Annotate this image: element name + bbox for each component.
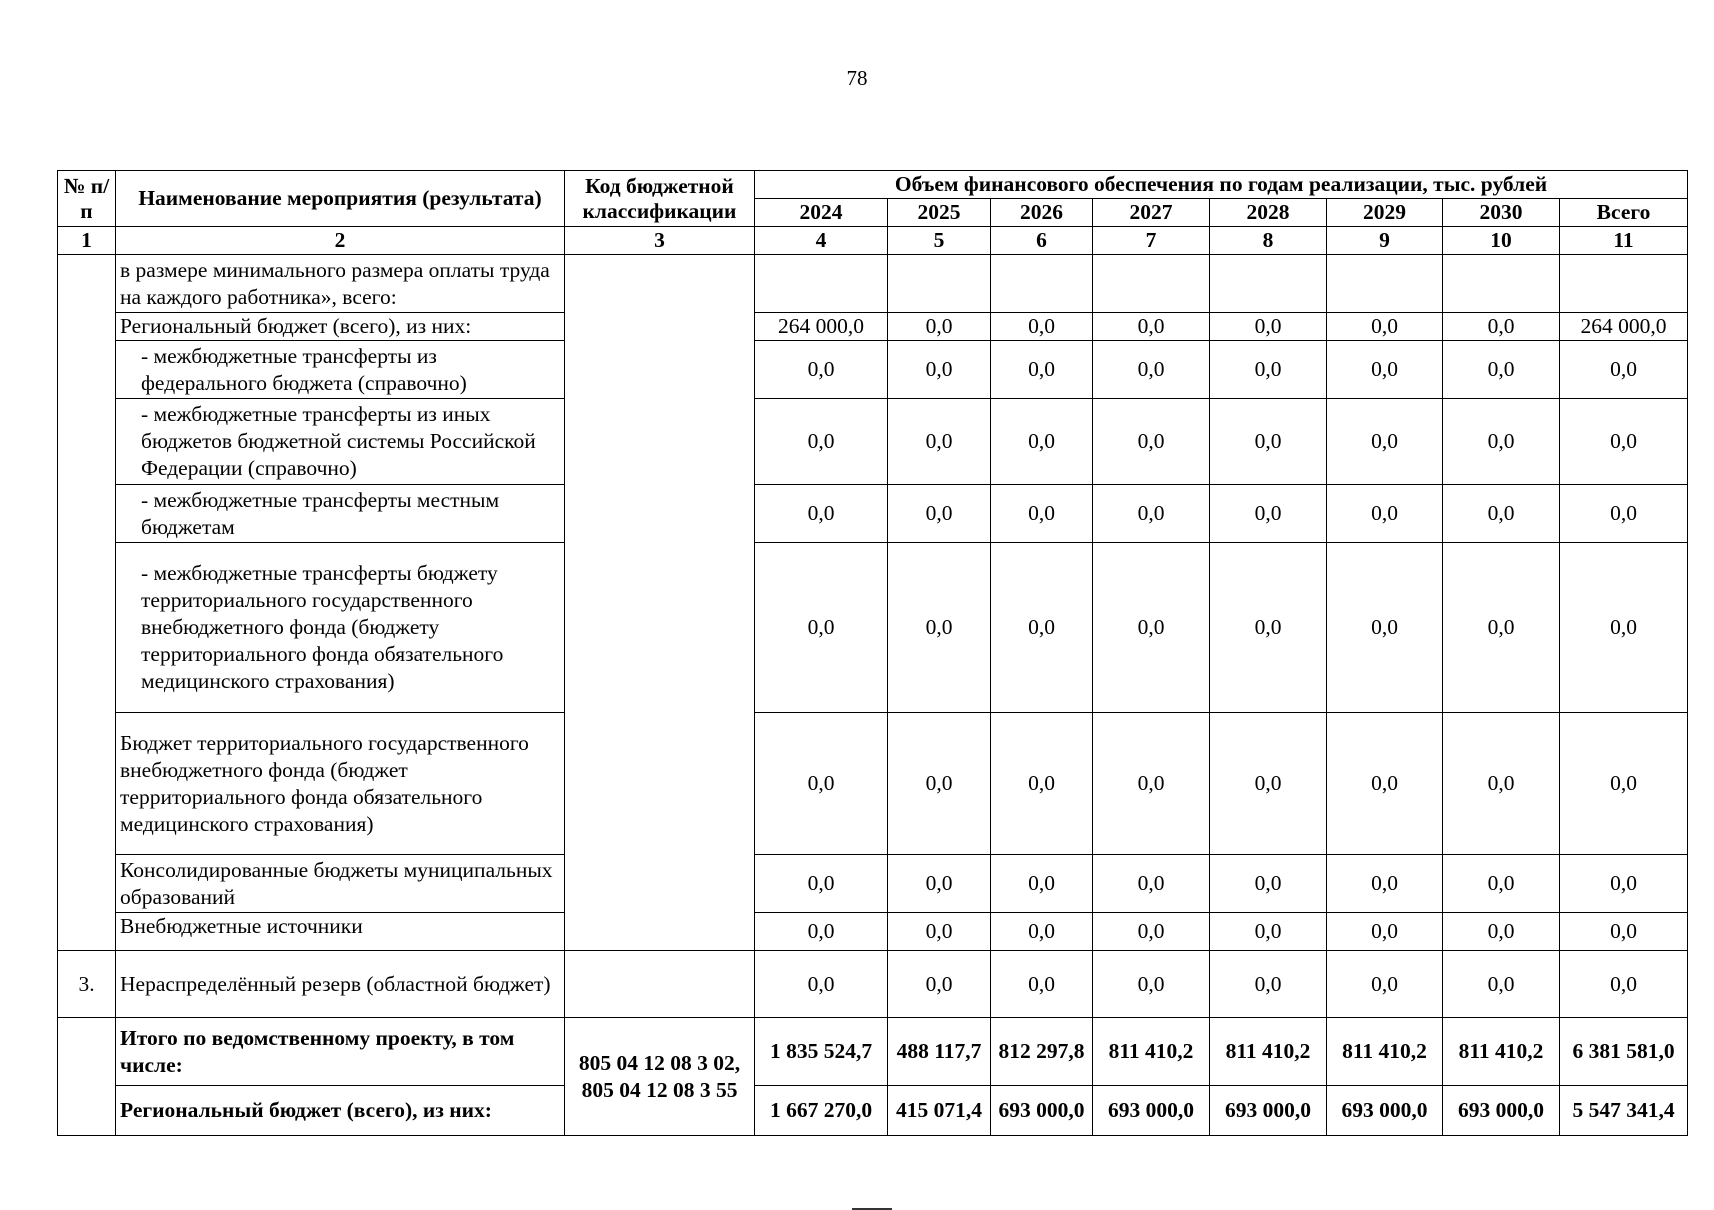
value-cell: 0,0 — [1443, 951, 1560, 1018]
value-cell: 1 667 270,0 — [755, 1086, 888, 1136]
total-cell: 0,0 — [1560, 399, 1688, 485]
header-number: № п/п — [58, 171, 116, 227]
value-cell: 0,0 — [1327, 341, 1443, 399]
value-cell: 0,0 — [1210, 855, 1327, 913]
row-name: Бюджет территориального государственного внебюджетного фонда (бюджет территориального фонда обязательного медицинского страхования) — [116, 713, 565, 855]
scan-mark — [852, 1208, 892, 1210]
column-number: 11 — [1560, 227, 1688, 255]
value-cell: 693 000,0 — [1093, 1086, 1210, 1136]
value-cell: 693 000,0 — [991, 1086, 1093, 1136]
value-cell: 0,0 — [991, 713, 1093, 855]
row-name: Внебюджетные источники — [116, 913, 565, 951]
value-cell: 0,0 — [755, 399, 888, 485]
code-cell — [565, 255, 755, 951]
year-header: 2029 — [1327, 199, 1443, 227]
table-row — [58, 913, 1688, 951]
value-cell: 0,0 — [1210, 543, 1327, 713]
row-name: - межбюджетные трансферты бюджету территориального государственного внебюджетного фонда (бюджету территориального фонда обязательного медицинского страхования) — [116, 543, 565, 713]
value-cell: 415 071,4 — [888, 1086, 991, 1136]
value-cell: 0,0 — [755, 913, 888, 951]
column-number: 4 — [755, 227, 888, 255]
value-cell: 811 410,2 — [1327, 1018, 1443, 1086]
column-number: 5 — [888, 227, 991, 255]
row-name: - межбюджетные трансферты из иных бюджетов бюджетной системы Российской Федерации (справочно) — [116, 399, 565, 485]
value-cell: 0,0 — [1443, 713, 1560, 855]
header-volume: Объем финансового обеспечения по годам реализации, тыс. рублей — [755, 171, 1688, 199]
value-cell: 693 000,0 — [1210, 1086, 1327, 1136]
value-cell: 811 410,2 — [1210, 1018, 1327, 1086]
value-cell: 0,0 — [991, 951, 1093, 1018]
value-cell: 0,0 — [755, 543, 888, 713]
value-cell: 0,0 — [1327, 855, 1443, 913]
row-name: Нераспределённый резерв (областной бюджет) — [116, 951, 565, 1018]
value-cell: 0,0 — [1093, 485, 1210, 543]
value-cell: 0,0 — [1093, 341, 1210, 399]
value-cell: 0,0 — [888, 313, 991, 341]
value-cell: 488 117,7 — [888, 1018, 991, 1086]
total-cell: 0,0 — [1560, 341, 1688, 399]
table-row — [58, 543, 1688, 713]
value-cell: 0,0 — [1327, 399, 1443, 485]
value-cell: 0,0 — [1210, 913, 1327, 951]
total-header: Всего — [1560, 199, 1688, 227]
value-cell: 0,0 — [1443, 855, 1560, 913]
value-cell: 0,0 — [1443, 913, 1560, 951]
value-cell: 0,0 — [1093, 855, 1210, 913]
table-row — [58, 313, 1688, 341]
row-name: Итого по ведомственному проекту, в том числе: — [116, 1018, 565, 1086]
year-header: 2030 — [1443, 199, 1560, 227]
value-cell: 693 000,0 — [1443, 1086, 1560, 1136]
value-cell: 0,0 — [991, 543, 1093, 713]
year-header: 2027 — [1093, 199, 1210, 227]
value-cell: 0,0 — [1210, 951, 1327, 1018]
regional-total-row — [58, 1086, 1688, 1136]
column-number: 2 — [116, 227, 565, 255]
value-cell: 0,0 — [991, 341, 1093, 399]
total-cell: 0,0 — [1560, 855, 1688, 913]
header-code: Код бюджетной классификации — [565, 171, 755, 227]
row-name: - межбюджетные трансферты местным бюджетам — [116, 485, 565, 543]
value-cell: 0,0 — [1210, 313, 1327, 341]
code-cell — [565, 951, 755, 1018]
value-cell: 0,0 — [888, 543, 991, 713]
total-cell: 6 381 581,0 — [1560, 1018, 1688, 1086]
value-cell: 0,0 — [1327, 951, 1443, 1018]
table-row — [58, 713, 1688, 855]
value-cell: 0,0 — [1093, 313, 1210, 341]
budget-table — [57, 170, 1688, 1136]
row-name: - межбюджетные трансферты из федерального бюджета (справочно) — [116, 341, 565, 399]
value-cell: 0,0 — [991, 855, 1093, 913]
column-number: 3 — [565, 227, 755, 255]
row-number: 3. — [58, 951, 116, 1018]
row-name: Региональный бюджет (всего), из них: — [116, 313, 565, 341]
value-cell: 0,0 — [991, 399, 1093, 485]
value-cell: 0,0 — [1443, 341, 1560, 399]
page-number: 78 — [846, 66, 868, 90]
value-cell: 0,0 — [888, 399, 991, 485]
value-cell: 0,0 — [1327, 543, 1443, 713]
table-row — [58, 341, 1688, 399]
value-cell: 0,0 — [755, 485, 888, 543]
value-cell: 811 410,2 — [1093, 1018, 1210, 1086]
value-cell: 693 000,0 — [1327, 1086, 1443, 1136]
total-cell: 0,0 — [1560, 951, 1688, 1018]
value-cell: 0,0 — [991, 913, 1093, 951]
value-cell: 812 297,8 — [991, 1018, 1093, 1086]
column-number: 10 — [1443, 227, 1560, 255]
value-cell: 0,0 — [1093, 713, 1210, 855]
value-cell: 0,0 — [755, 713, 888, 855]
value-cell: 0,0 — [888, 341, 991, 399]
value-cell: 0,0 — [888, 485, 991, 543]
value-cell: 0,0 — [755, 341, 888, 399]
value-cell: 0,0 — [1327, 313, 1443, 341]
column-number: 8 — [1210, 227, 1327, 255]
value-cell: 0,0 — [1327, 485, 1443, 543]
column-number-row — [58, 227, 1688, 255]
total-cell: 0,0 — [1560, 713, 1688, 855]
row-name: в размере минимального размера оплаты труда на каждого работника», всего: — [116, 255, 565, 313]
total-cell: 5 547 341,4 — [1560, 1086, 1688, 1136]
value-cell: 811 410,2 — [1443, 1018, 1560, 1086]
year-header: 2026 — [991, 199, 1093, 227]
value-cell: 0,0 — [1093, 913, 1210, 951]
value-cell: 0,0 — [1210, 713, 1327, 855]
year-header: 2024 — [755, 199, 888, 227]
table-row — [58, 855, 1688, 913]
table-row — [58, 485, 1688, 543]
column-number: 7 — [1093, 227, 1210, 255]
year-header: 2025 — [888, 199, 991, 227]
table-row — [58, 399, 1688, 485]
value-cell: 0,0 — [1443, 399, 1560, 485]
continuation-row — [58, 255, 1688, 313]
row-number-cell — [58, 1018, 116, 1136]
column-number: 1 — [58, 227, 116, 255]
reserve-row — [58, 951, 1688, 1018]
value-cell: 0,0 — [1327, 713, 1443, 855]
value-cell: 0,0 — [1443, 313, 1560, 341]
value-cell: 0,0 — [755, 855, 888, 913]
row-number-cell — [58, 255, 116, 951]
value-cell: 0,0 — [755, 951, 888, 1018]
value-cell: 0,0 — [1093, 951, 1210, 1018]
value-cell: 0,0 — [1093, 543, 1210, 713]
value-cell: 0,0 — [1327, 913, 1443, 951]
value-cell: 0,0 — [1443, 543, 1560, 713]
value-cell: 0,0 — [991, 485, 1093, 543]
value-cell: 0,0 — [888, 713, 991, 855]
value-cell: 0,0 — [1443, 485, 1560, 543]
column-number: 9 — [1327, 227, 1443, 255]
row-name: Региональный бюджет (всего), из них: — [116, 1086, 565, 1136]
value-cell: 1 835 524,7 — [755, 1018, 888, 1086]
budget-code: 805 04 12 08 3 02, 805 04 12 08 3 55 — [565, 1018, 755, 1136]
value-cell: 0,0 — [888, 913, 991, 951]
total-cell: 0,0 — [1560, 543, 1688, 713]
value-cell: 0,0 — [1093, 399, 1210, 485]
value-cell: 0,0 — [991, 313, 1093, 341]
row-name: Консолидированные бюджеты муниципальных образований — [116, 855, 565, 913]
total-cell: 0,0 — [1560, 485, 1688, 543]
value-cell: 264 000,0 — [755, 313, 888, 341]
column-number: 6 — [991, 227, 1093, 255]
value-cell: 0,0 — [888, 855, 991, 913]
value-cell: 0,0 — [1210, 399, 1327, 485]
header-name: Наименование мероприятия (результата) — [116, 171, 565, 227]
year-header: 2028 — [1210, 199, 1327, 227]
total-row — [58, 1018, 1688, 1086]
value-cell: 0,0 — [1210, 341, 1327, 399]
total-cell: 264 000,0 — [1560, 313, 1688, 341]
value-cell: 0,0 — [888, 951, 991, 1018]
total-cell: 0,0 — [1560, 913, 1688, 951]
value-cell: 0,0 — [1210, 485, 1327, 543]
